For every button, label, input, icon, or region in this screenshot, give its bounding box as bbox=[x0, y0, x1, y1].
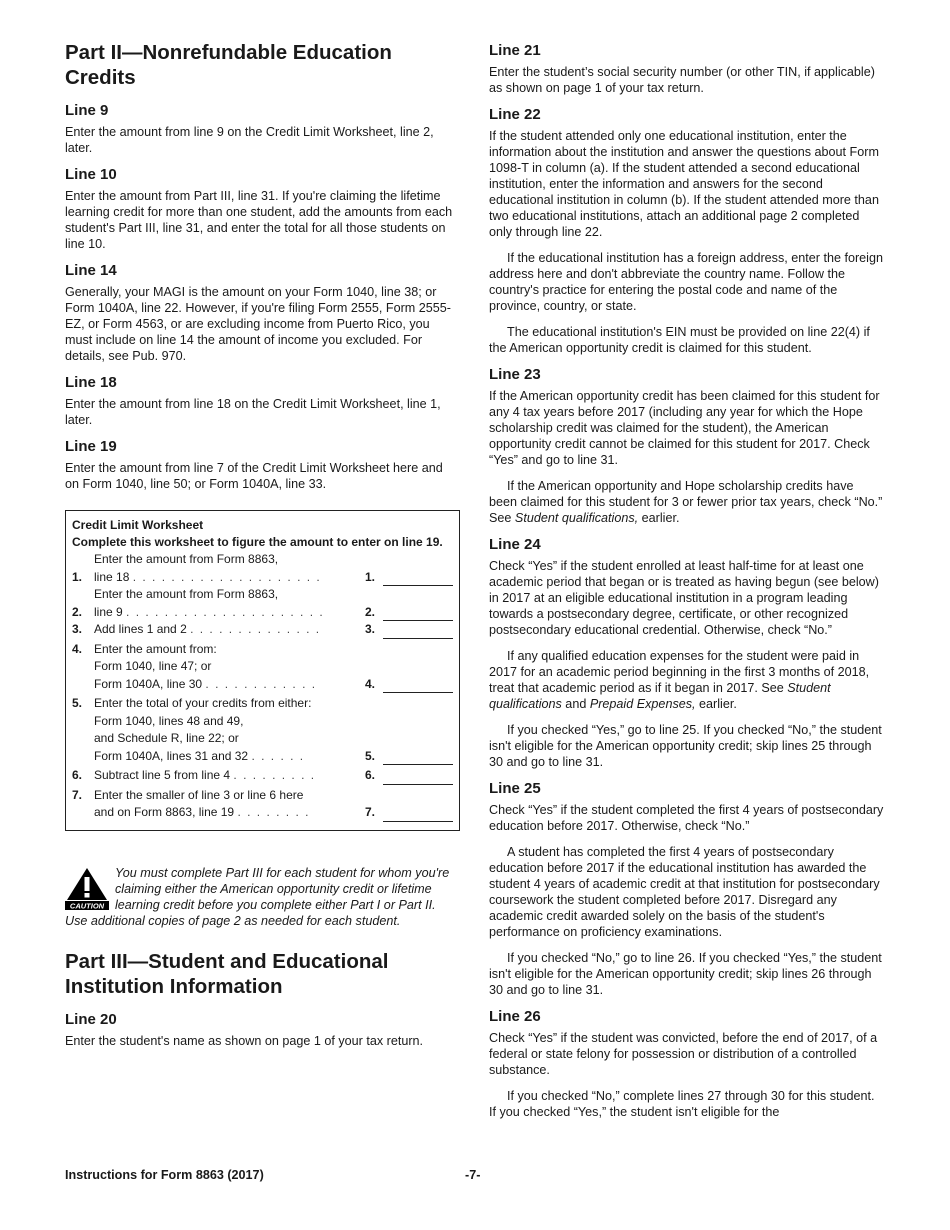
line18-text: Enter the amount from line 18 on the Credit Limit Worksheet, line 1, later. bbox=[65, 397, 441, 427]
worksheet-title: Credit Limit Worksheet bbox=[72, 518, 204, 532]
row-text-b: line 9 bbox=[94, 604, 123, 619]
line19-heading: Line 19 bbox=[65, 438, 117, 455]
text-run: earlier. bbox=[695, 697, 737, 711]
text-run: If the American opportunity and Hope scholarship credits have been claimed for this student for 3 or fewer prior tax years, check “No.” See bbox=[489, 479, 883, 525]
row-number: 6. bbox=[72, 768, 83, 782]
line25-section bbox=[489, 780, 884, 998]
row-label: 5. bbox=[365, 748, 376, 763]
row-text-a2: Form 1040, line 47; or bbox=[94, 659, 212, 673]
line18-section bbox=[65, 374, 460, 428]
row-number: 4. bbox=[72, 641, 83, 656]
credit-limit-worksheet bbox=[65, 510, 460, 831]
line10-text: Enter the amount from Part III, line 31. If you're claiming the lifetime learning credit for more than one student, add the amounts from each student's Part III, line 31, and enter the total for all those students on line 10. bbox=[65, 189, 453, 251]
row-text-b: Form 1040A, line 30 bbox=[94, 676, 203, 691]
leader-dots: . . . . . . . . . . . . . . . . . . . . . bbox=[126, 604, 325, 619]
row-label: 3. bbox=[365, 622, 376, 636]
row-number: 1. bbox=[72, 569, 83, 584]
line24-para-3: If you checked “Yes,” go to line 25. If you checked “No,” the student isn't eligible for the American opportunity credit; skip lines 25 through 30 and go to line 31. bbox=[489, 723, 882, 769]
italic-ref: Student qualifications, bbox=[514, 511, 639, 525]
line22-para-3: The educational institution's EIN must be provided on line 22(4) if the American opportunity credit is claimed for this student. bbox=[489, 325, 870, 355]
italic-ref: Student qualifications bbox=[489, 681, 831, 711]
entry-line-4[interactable] bbox=[383, 678, 453, 693]
row-text-a2: Form 1040, lines 48 and 49, bbox=[94, 713, 244, 728]
line9-heading: Line 9 bbox=[65, 102, 109, 119]
line21-text: Enter the student’s social security number (or other TIN, if applicable) as shown on page 1 of your tax return. bbox=[489, 65, 875, 95]
entry-line-2[interactable] bbox=[383, 606, 453, 621]
row-text-b: and on Form 8863, line 19 bbox=[94, 805, 235, 819]
text-run: and bbox=[561, 697, 590, 711]
row-label: 7. bbox=[365, 805, 376, 819]
row-text-b: line 18 bbox=[94, 569, 130, 584]
line25-para-3: If you checked “No,” go to line 26. If you checked “Yes,” the student isn't eligible for the American opportunity credit; skip lines 26 through 30 and go to line 31. bbox=[489, 951, 882, 997]
text-run: If any qualified education expenses for the student were paid in 2017 for an academic period beginning in the first 3 months of 2018, treat that academic period as if it began in 2017. See bbox=[489, 649, 870, 695]
entry-line-7[interactable] bbox=[383, 807, 453, 822]
caution-note bbox=[65, 865, 460, 929]
worksheet-rows bbox=[72, 551, 453, 822]
row-number: 3. bbox=[72, 622, 83, 636]
line23-heading: Line 23 bbox=[489, 366, 541, 383]
entry-line-6[interactable] bbox=[383, 770, 453, 785]
row-number: 7. bbox=[72, 787, 83, 802]
row-text bbox=[94, 551, 365, 586]
line22-para-1: If the student attended only one educational institution, enter the information about the institution and answer the questions about Form 1098-T in column (a). If the student attended a second educational institution, enter the information and answers for the second educational institution in column (b). If the student attended more than two educational institutions, attach an additional page 2 completed only through line 22. bbox=[489, 129, 879, 239]
row-text bbox=[94, 787, 365, 822]
row-text-a: Enter the amount from Form 8863, bbox=[94, 587, 279, 601]
line24-section bbox=[489, 536, 884, 770]
caution-icon bbox=[65, 866, 109, 910]
leader-dots: . . . . . . . . . . . . bbox=[205, 676, 317, 691]
row-text-b: Form 1040A, lines 31 and 32 bbox=[94, 748, 249, 763]
line26-section bbox=[489, 1008, 884, 1120]
leader-dots: . . . . . . . . . . . . . . . . . . . . bbox=[132, 569, 322, 584]
footer-title: Instructions for Form 8863 (2017) bbox=[65, 1168, 264, 1182]
row-text-a: Enter the amount from: bbox=[94, 641, 217, 656]
line21-section bbox=[489, 42, 884, 96]
worksheet-row-2 bbox=[72, 586, 453, 621]
page-footer bbox=[65, 1168, 885, 1182]
left-column bbox=[65, 40, 460, 1059]
worksheet-row-6 bbox=[72, 767, 453, 785]
entry-line-5[interactable] bbox=[383, 750, 453, 765]
row-text-a: Enter the smaller of line 3 or line 6 here bbox=[94, 787, 304, 802]
line26-para-2: If you checked “No,” complete lines 27 through 30 for this student. If you checked “Yes,” the student isn't eligible for the bbox=[489, 1089, 875, 1119]
row-label: 4. bbox=[365, 676, 376, 691]
line25-heading: Line 25 bbox=[489, 780, 541, 797]
row-number: 2. bbox=[72, 604, 83, 619]
page-number: -7- bbox=[465, 1168, 481, 1182]
caution-text: You must complete Part III for each student for whom you're claiming either the American opportunity credit or lifetime learning credit before you complete either Part I or Part II. Use additional copies of page 2 as needed for each student. bbox=[65, 865, 450, 928]
row-number: 5. bbox=[72, 696, 83, 710]
line22-para-2: If the educational institution has a foreign address, enter the foreign address here and don't abbreviate the country name. Follow the country's practice for entering the postal code and name of the province, country, or state. bbox=[489, 251, 883, 313]
row-text bbox=[94, 767, 365, 785]
leader-dots: . . . . . . . . . . . . . . bbox=[190, 622, 321, 636]
row-text bbox=[94, 586, 365, 621]
line14-section bbox=[65, 262, 460, 364]
line24-heading: Line 24 bbox=[489, 536, 541, 553]
caution-label: CAUTION bbox=[69, 901, 105, 910]
entry-line-1[interactable] bbox=[383, 571, 453, 586]
line10-section bbox=[65, 166, 460, 252]
line26-heading: Line 26 bbox=[489, 1008, 541, 1025]
line21-heading: Line 21 bbox=[489, 42, 541, 59]
row-text-b: Subtract line 5 from line 4 bbox=[94, 768, 231, 782]
line19-text: Enter the amount from line 7 of the Credit Limit Worksheet here and on Form 1040, line 50; or Form 1040A, line 33. bbox=[65, 461, 443, 491]
worksheet-subtitle: Complete this worksheet to figure the amount to enter on line 19. bbox=[72, 535, 443, 549]
line22-section bbox=[489, 106, 884, 356]
entry-line-3[interactable] bbox=[383, 624, 453, 639]
row-text bbox=[94, 621, 365, 639]
row-label: 1. bbox=[365, 569, 376, 584]
part3-title: Part III—Student and Educational Institution Information bbox=[65, 949, 389, 998]
line25-para-1: Check “Yes” if the student completed the first 4 years of postsecondary education before 2017. Otherwise, check “No.” bbox=[489, 803, 884, 833]
row-text bbox=[94, 641, 365, 694]
line18-heading: Line 18 bbox=[65, 374, 117, 391]
leader-dots: . . . . . . bbox=[251, 748, 305, 763]
line20-text: Enter the student's name as shown on page 1 of your tax return. bbox=[65, 1033, 424, 1048]
worksheet-row-4 bbox=[72, 641, 453, 694]
part2-title: Part II—Nonrefundable Education Credits bbox=[65, 41, 392, 89]
row-text bbox=[94, 695, 365, 765]
line9-section bbox=[65, 102, 460, 156]
text-run: earlier. bbox=[638, 511, 680, 525]
line20-section bbox=[65, 1011, 460, 1049]
row-text-a: Enter the amount from Form 8863, bbox=[94, 552, 279, 566]
row-label: 6. bbox=[365, 768, 376, 782]
line9-text: Enter the amount from line 9 on the Credit Limit Worksheet, line 2, later. bbox=[65, 125, 434, 155]
line14-heading: Line 14 bbox=[65, 262, 117, 279]
line10-heading: Line 10 bbox=[65, 166, 117, 183]
line22-heading: Line 22 bbox=[489, 106, 541, 123]
line24-para-1: Check “Yes” if the student enrolled at least half-time for at least one academic period that began or is treated as having begun (see below) in 2017 at an eligible educational institution in a program leading towards a postsecondary degree, certificate, or other recognized postsecondary educational credential. Otherwise, check “No.” bbox=[489, 559, 879, 637]
worksheet-row-5 bbox=[72, 695, 453, 765]
italic-ref: Prepaid Expenses, bbox=[589, 697, 696, 711]
line14-text: Generally, your MAGI is the amount on your Form 1040, line 38; or Form 1040A, line 22. However, if you're filing Form 2555, Form 2555-EZ, or Form 4563, or are excluding income from Puerto Rico, you must include on line 14 the amount of income you excluded. For details, see Pub. 970. bbox=[65, 285, 451, 363]
line19-section bbox=[65, 438, 460, 492]
leader-dots: . . . . . . . . bbox=[237, 805, 310, 819]
row-text-a: Enter the total of your credits from either: bbox=[94, 696, 312, 710]
right-column bbox=[489, 42, 884, 1130]
row-text-a3: and Schedule R, line 22; or bbox=[94, 731, 239, 745]
line25-para-2: A student has completed the first 4 years of postsecondary education before 2017 if the educational institution has awarded the student 4 years of academic credit at that institution for postsecondary coursework the student completed before 2017. Disregard any academic credit awarded solely on the basis of the student's performance on proficiency examinations. bbox=[489, 845, 880, 939]
worksheet-row-7 bbox=[72, 787, 453, 822]
worksheet-row-1 bbox=[72, 551, 453, 586]
line26-para-1: Check “Yes” if the student was convicted, before the end of 2017, of a federal or state felony for possession or distribution of a controlled substance. bbox=[489, 1031, 878, 1077]
row-label: 2. bbox=[365, 604, 376, 619]
row-text-b: Add lines 1 and 2 bbox=[94, 622, 187, 636]
line24-para-2 bbox=[489, 648, 884, 712]
line23-para-2 bbox=[489, 478, 884, 526]
line23-section bbox=[489, 366, 884, 526]
line20-heading: Line 20 bbox=[65, 1010, 117, 1028]
line23-para-1: If the American opportunity credit has been claimed for this student for any 4 tax years before 2017 (including any year for which the Hope scholarship credit was claimed for the student), the American opportunity credit cannot be claimed for this student for 2017. Check “Yes” and go to line 31. bbox=[489, 389, 880, 467]
leader-dots: . . . . . . . . . bbox=[233, 768, 316, 782]
worksheet-row-3 bbox=[72, 621, 453, 639]
